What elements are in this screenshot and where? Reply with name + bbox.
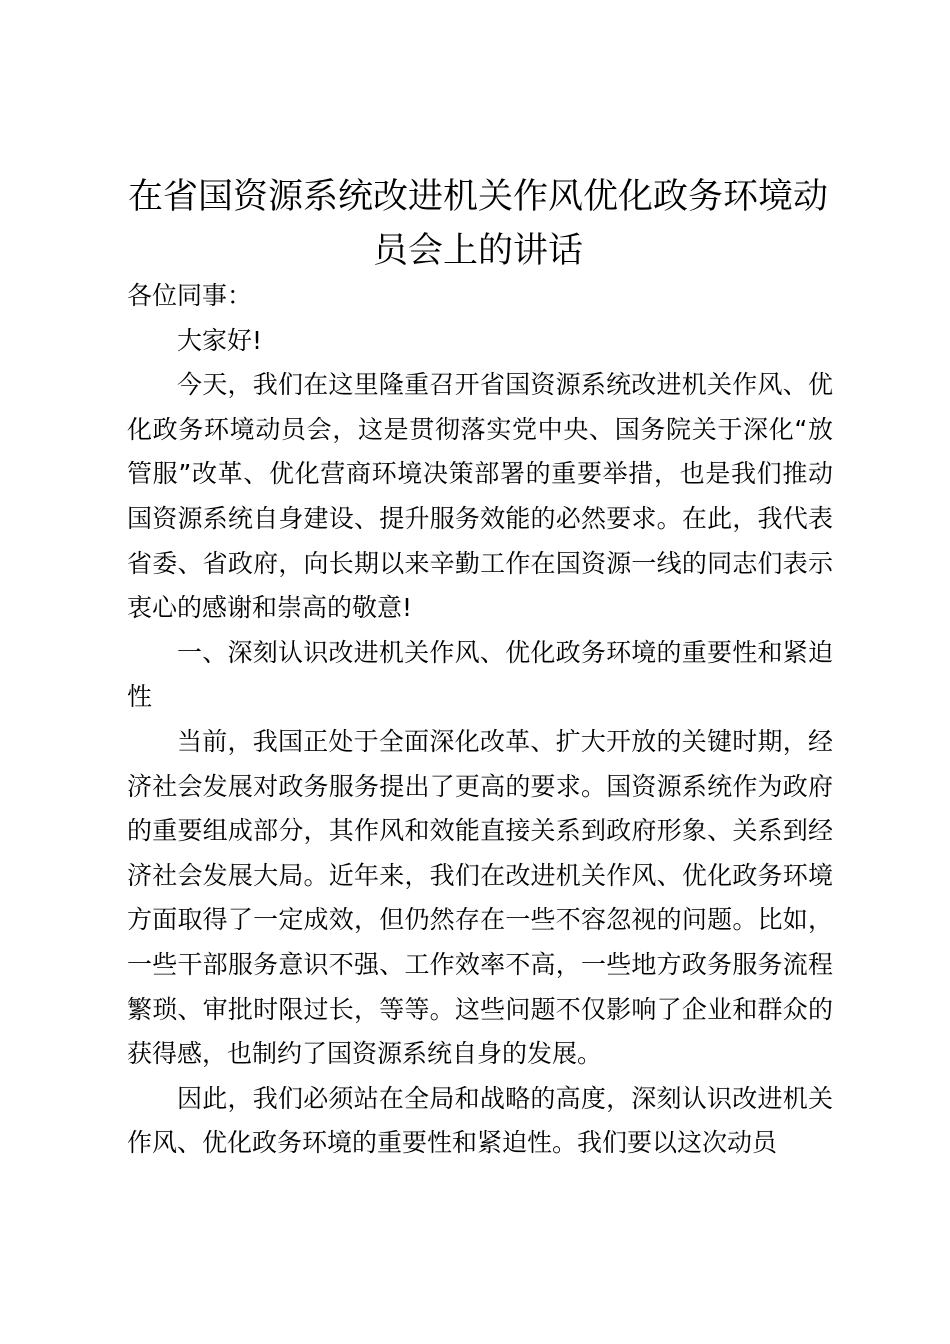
- paragraph-greeting: 大家好!: [177, 325, 263, 355]
- paragraph-therefore: 因此，我们必须站在全局和战略的高度，深刻认识改进机关作风、优化政务环境的重要性和紧迫性。我们要以这次动员: [127, 1083, 833, 1158]
- section-heading-1: 一、深刻认识改进机关作风、优化政务环境的重要性和紧迫性: [127, 637, 833, 712]
- paragraph-intro: 今天，我们在这里隆重召开省国资源系统改进机关作风、优化政务环境动员会，这是贯彻落实党中央、国务院关于深化“放管服”改革、优化营商环境决策部署的重要举措，也是我们推动国资源系统自身建设、提升服务效能的必然要求。在此，我代表省委、省政府，向长期以来辛勤工作在国资源一线的同志们表示衷心的感谢和崇高的敬意!: [127, 370, 833, 623]
- document-title: 在省国资源系统改进机关作风优化政务环境动员会上的讲话: [127, 177, 828, 271]
- paragraph-current-situation: 当前，我国正处于全面深化改革、扩大开放的关键时期，经济社会发展对政务服务提出了更高的要求。国资源系统作为政府的重要组成部分，其作风和效能直接关系到政府形象、关系到经济社会发展大局。近年来，我们在改进机关作风、优化政务环境方面取得了一定成效，但仍然存在一些不容忽视的问题。比如，一些干部服务意识不强、工作效率不高，一些地方政务服务流程繁琐、审批时限过长，等等。这些问题不仅影响了企业和群众的获得感，也制约了国资源系统自身的发展。: [127, 726, 833, 1069]
- salutation: 各位同事：: [127, 281, 253, 310]
- document-body: [127, 274, 833, 1166]
